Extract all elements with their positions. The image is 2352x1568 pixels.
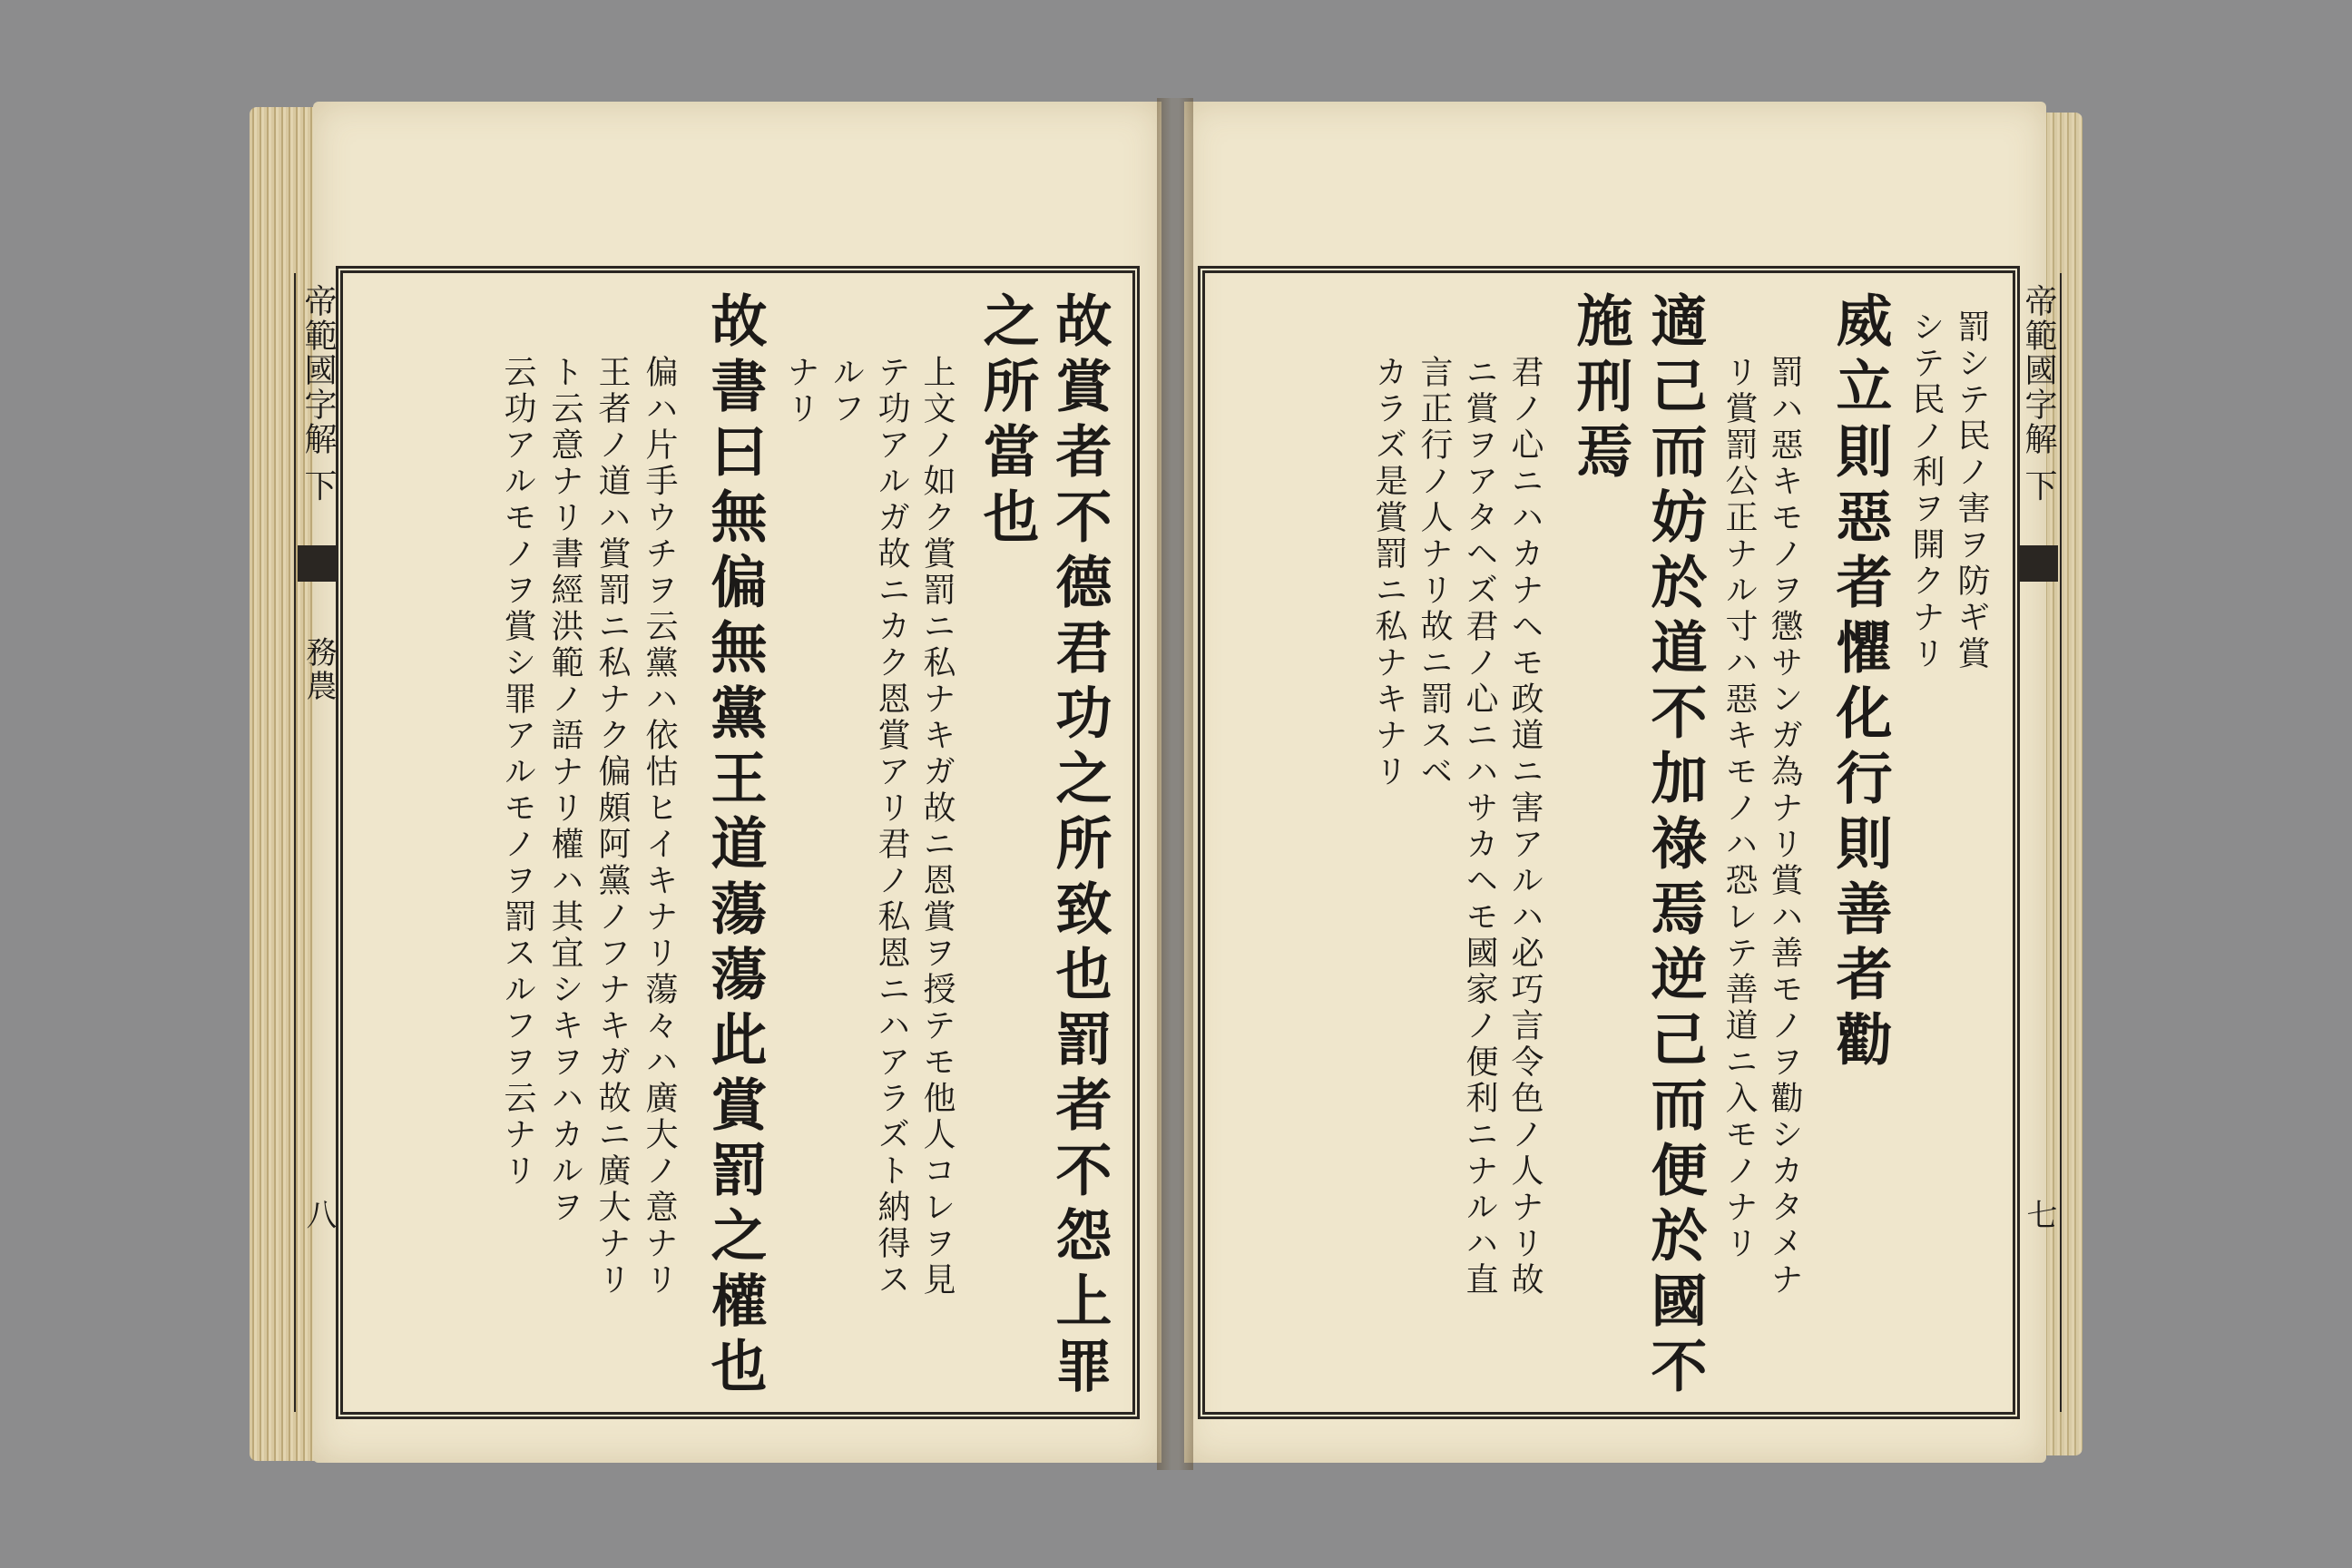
- open-book: [250, 98, 2082, 1470]
- text-line: 故賞者不德君功之所致也罰者不怨上罪: [1046, 291, 1112, 1402]
- text-line: カラズ是賞罰ニ私ナキナリ: [1370, 355, 1407, 790]
- book-gutter: [1157, 98, 1193, 1470]
- fishtail-mark: [2018, 545, 2058, 582]
- text-line: 適己而妨於道不加祿焉逆己而便於國不: [1642, 291, 1708, 1402]
- text-line: 之所當也: [974, 291, 1040, 553]
- fishtail-mark: [298, 545, 338, 582]
- text-line: 上文ノ如ク賞罰ニ私ナキガ故ニ恩賞ヲ授テモ他人コレヲ見: [918, 355, 956, 1298]
- left-text-frame: [299, 270, 1135, 1415]
- left-margin-title: 帝範國字解 下: [299, 284, 337, 504]
- text-line: 王者ノ道ハ賞罰ニ私ナク偏頗阿黨ノフナキガ故ニ廣大ナリ: [593, 355, 631, 1298]
- right-page-number: 七: [2021, 1199, 2057, 1232]
- text-line: テ功アルガ故ニカク恩賞アリ君ノ私恩ニハアラズト納得ス: [873, 355, 910, 1298]
- text-line: ト云意ナリ書經洪範ノ語ナリ權ハ其宜シキヲハカルヲ: [546, 355, 583, 1226]
- left-margin-column: [294, 273, 339, 1412]
- text-line: 言正行ノ人ナリ故ニ罰スベ: [1416, 355, 1453, 790]
- text-line: ニ賞ヲアタヘズ君ノ心ニハサカヘモ國家ノ便利ニナルハ直: [1461, 355, 1498, 1298]
- right-margin-column: [2016, 273, 2062, 1412]
- text-line: 施刑焉: [1567, 291, 1633, 487]
- text-line: 故書曰無偏無黨王道蕩蕩此賞罰之權也: [701, 291, 768, 1402]
- text-line: 罰ハ惡キモノヲ懲サンガ為ナリ賞ハ善モノヲ勸シカタメナ: [1766, 355, 1803, 1298]
- text-line: 偏ハ片手ウチヲ云黨ハ依怙ヒイキナリ蕩々ハ廣大ノ意ナリ: [641, 355, 678, 1298]
- right-margin-title: 帝範國字解 下: [2020, 284, 2057, 504]
- right-text-frame: [1202, 270, 2057, 1415]
- left-section-label: 務農: [300, 636, 337, 703]
- text-line: 罰シテ民ノ害ヲ防ギ賞: [1953, 309, 1990, 672]
- text-line: ナリ: [782, 355, 819, 427]
- text-line: ルフ: [828, 355, 865, 427]
- text-line: リ賞罰公正ナル寸ハ惡キモノハ恐レテ善道ニ入モノナリ: [1720, 355, 1758, 1262]
- left-page-number: 八: [300, 1199, 337, 1232]
- text-line: 君ノ心ニハカナヘモ政道ニ害アルハ必巧言令色ノ人ナリ故: [1506, 355, 1544, 1298]
- text-line: シテ民ノ利ヲ開クナリ: [1907, 309, 1945, 672]
- text-line: 威立則惡者懼化行則善者勸: [1827, 291, 1893, 1075]
- text-line: 云功アルモノヲ賞シ罪アルモノヲ罰スルフヲ云ナリ: [499, 355, 536, 1190]
